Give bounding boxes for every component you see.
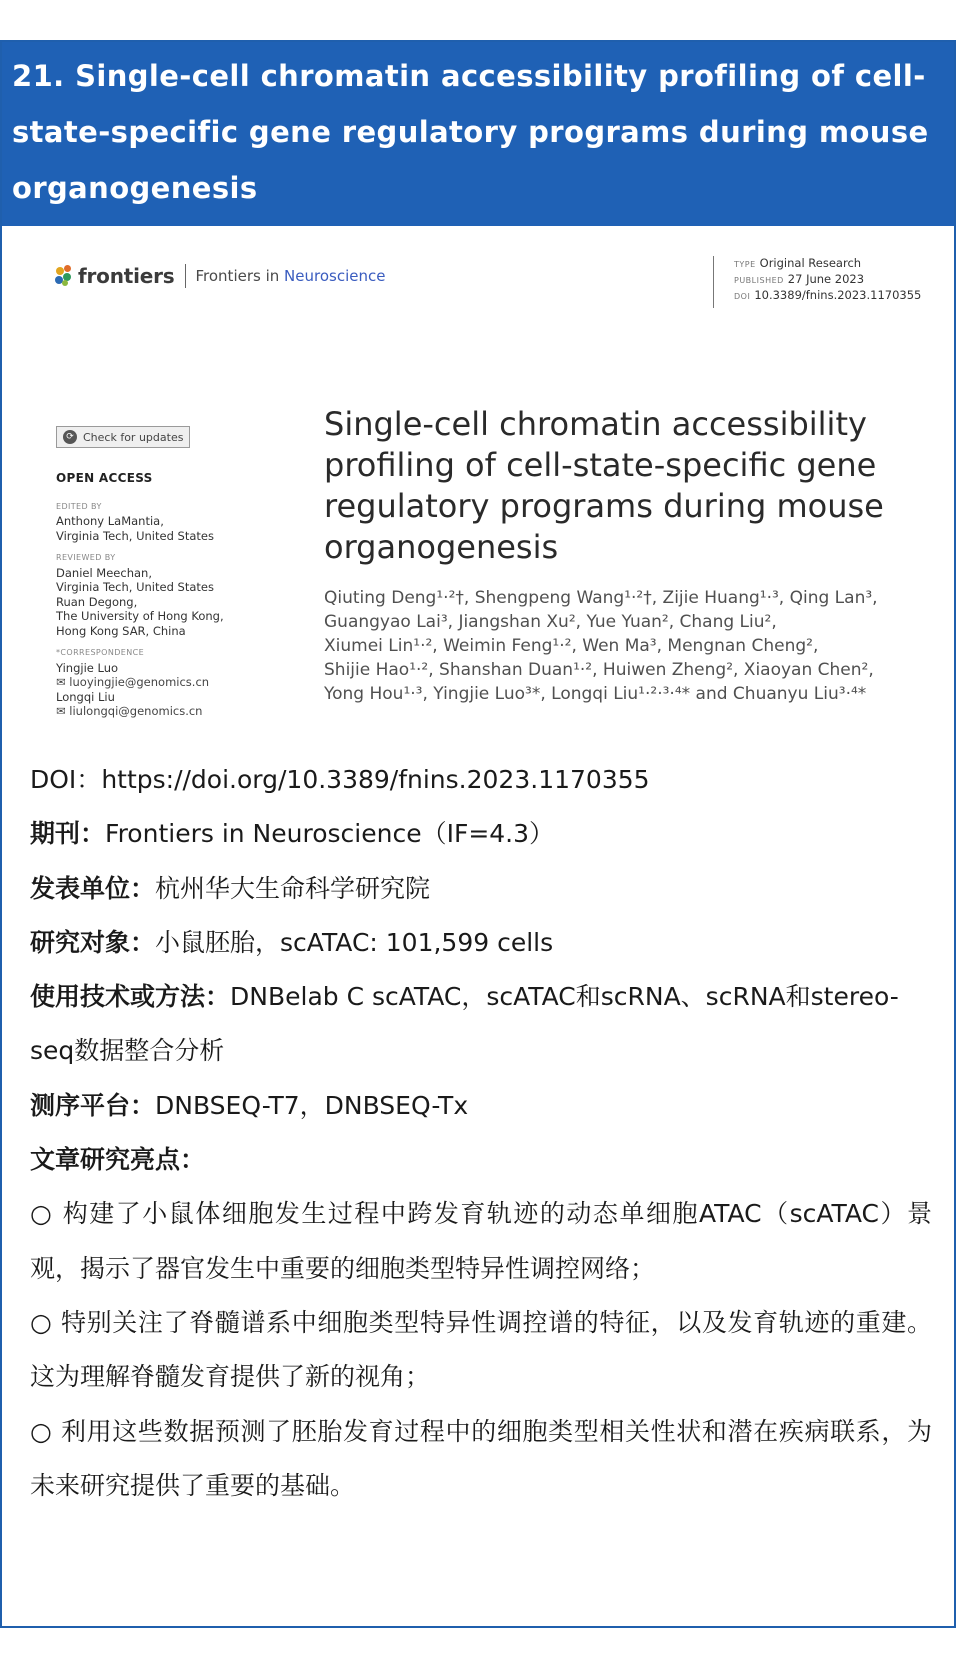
edited-by-label: EDITED BY: [56, 501, 102, 511]
journal-title: Neuroscience: [284, 267, 386, 285]
reviewer-name: Daniel Meechan,: [56, 565, 152, 580]
platform-row: [30, 1079, 932, 1133]
highlight-item: ○ 特别关注了脊髓谱系中细胞类型特异性调控谱的特征，以及发育轨迹的重建。这为理解脊髓发育提供了新的视角；: [30, 1307, 932, 1392]
author-line: Yong Hou¹·³, Yingjie Luo³*, Longqi Liu¹·²·³·⁴* and Chuanyu Liu³·⁴*: [324, 684, 867, 704]
correspondent-email[interactable]: [56, 704, 256, 719]
article-heading: 21. Single-cell chromatin accessibility profiling of cell-state-specific gene regulatory programs during mouse organogenesis: [2, 42, 954, 226]
open-access-label: OPEN ACCESS: [56, 471, 153, 485]
email-text: luoyingjie@genomics.cn: [69, 675, 210, 689]
journal-row: [30, 807, 932, 861]
platform-value: DNBSEQ-T7，DNBSEQ-Tx: [155, 1090, 469, 1120]
type-value: Original Research: [759, 256, 862, 270]
correspondence-label: *CORRESPONDENCE: [56, 648, 145, 657]
editor-affiliation: Virginia Tech, United States: [56, 528, 214, 543]
mail-icon: ✉: [56, 675, 70, 689]
journal-value: Frontiers in Neuroscience（IF=4.3）: [105, 819, 555, 849]
doi-value: 10.3389/fnins.2023.1170355: [754, 288, 922, 302]
sidebar-info: [56, 471, 256, 719]
subject-value: 小鼠胚胎，scATAC: 101,599 cells: [155, 927, 554, 957]
doi-label: DOI：: [30, 765, 102, 794]
subject-label: 研究对象：: [30, 927, 156, 957]
logo-wordmark: frontiers: [78, 264, 175, 288]
check-updates-button[interactable]: [56, 426, 190, 448]
reviewer-name: Ruan Degong,: [56, 594, 138, 609]
published-label: PUBLISHED: [734, 276, 784, 285]
highlights-row: [30, 1133, 932, 1187]
correspondent-name: Yingjie Luo: [56, 660, 119, 675]
correspondent-name: Longqi Liu: [56, 689, 115, 704]
article-card: [0, 40, 956, 1628]
reviewer-affiliation: The University of Hong Kong,: [56, 609, 224, 623]
author-line: Shijie Hao¹·², Shanshan Duan¹·², Huiwen Zheng², Xiaoyan Chen²,: [324, 660, 874, 680]
reviewer-affiliation: Virginia Tech, United States: [56, 580, 214, 594]
unit-row: [30, 862, 932, 916]
correspondent-email[interactable]: [56, 675, 256, 690]
article-meta: [713, 256, 921, 308]
author-list: [324, 586, 924, 706]
frontiers-logo-icon: [54, 265, 74, 287]
reviewer-affiliation: Hong Kong SAR, China: [56, 623, 186, 638]
highlight-item: ○ 利用这些数据预测了胚胎发育过程中的细胞类型相关性状和潜在疾病联系，为未来研究提供了重要的基础。: [30, 1416, 932, 1500]
method-value: DNBelab C scATAC，scATAC和scRNA、scRNA和stereo-seq数据整合分析: [30, 982, 899, 1066]
unit-value: 杭州华大生命科学研究院: [155, 873, 431, 903]
platform-label: 测序平台：: [30, 1090, 156, 1120]
email-text: liulongqi@genomics.cn: [69, 704, 203, 718]
journal-label: 期刊：: [30, 819, 106, 849]
refresh-icon: ⟳: [63, 430, 77, 444]
check-updates-label: Check for updates: [83, 430, 184, 444]
article-info: [2, 751, 954, 1513]
journal-name: [196, 267, 386, 285]
journal-brand: [54, 264, 385, 288]
highlight-item: ○ 构建了小鼠体细胞发生过程中跨发育轨迹的动态单细胞ATAC（scATAC）景观，揭示了器官发生中重要的细胞类型特异性调控网络；: [30, 1199, 932, 1283]
mail-icon: ✉: [56, 704, 70, 718]
published-value: 27 June 2023: [787, 272, 865, 286]
doi-label: DOI: [734, 292, 751, 301]
paper-title: Single-cell chromatin accessibility profiling of cell-state-specific gene regulatory programs during mouse organogenesis: [324, 405, 884, 566]
journal-prefix: Frontiers in: [195, 267, 280, 285]
author-line: Qiuting Deng¹·²†, Shengpeng Wang¹·²†, Zijie Huang¹·³, Qing Lan³,: [324, 588, 878, 608]
highlights-label: 文章研究亮点：: [30, 1145, 206, 1175]
reviewed-by-label: REVIEWED BY: [56, 553, 116, 562]
doi-link[interactable]: https://doi.org/10.3389/fnins.2023.1170355: [101, 765, 650, 794]
method-row: [30, 970, 932, 1079]
paper-preview: [10, 226, 946, 751]
method-label: 使用技术或方法：: [30, 982, 231, 1012]
type-label: TYPE: [734, 260, 756, 269]
brand-divider: [185, 264, 186, 288]
unit-label: 发表单位：: [30, 873, 156, 903]
editor-name: Anthony LaMantia,: [56, 514, 164, 528]
subject-row: [30, 916, 932, 970]
author-line: Xiumei Lin¹·², Weimin Feng¹·², Wen Ma³, Mengnan Cheng²,: [324, 636, 819, 656]
author-line: Guangyao Lai³, Jiangshan Xu², Yue Yuan², Chang Liu²,: [324, 612, 777, 632]
doi-row: [30, 753, 932, 807]
